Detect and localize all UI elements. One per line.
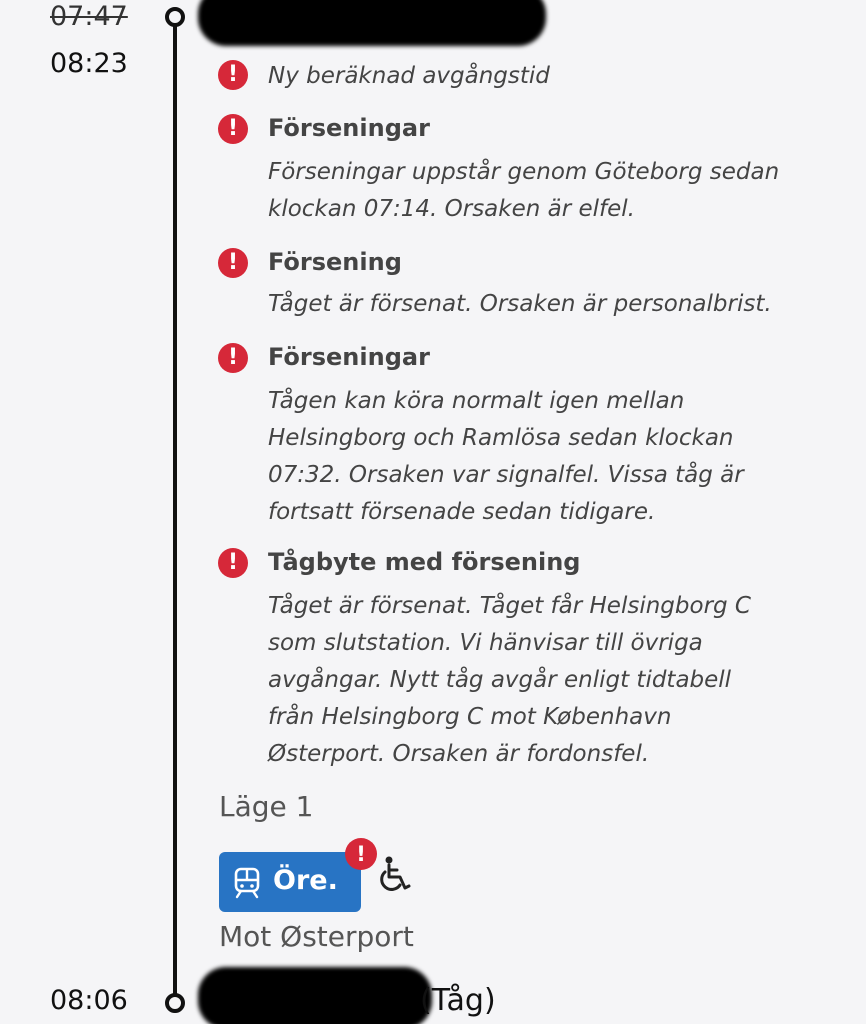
new-departure-time: 08:23	[50, 48, 128, 79]
redaction-mark	[198, 967, 432, 1024]
scheduled-departure-time: 07:47	[50, 1, 128, 32]
alert-icon: !	[218, 548, 248, 578]
direction-label: Mot Østerport	[219, 920, 414, 953]
alert-title: Tågbyte med försening	[268, 548, 581, 576]
alert-icon: !	[218, 114, 248, 144]
departure-stop-dot	[165, 7, 185, 27]
alert-body: Tåget är försenat. Orsaken är personalbrist.	[268, 291, 772, 317]
alert-icon: !	[218, 343, 248, 373]
alert-body: Tåget är försenat. Tåget får Helsingborg C som slutstation. Vi hänvisar till övriga avgångar. Nytt tåg avgår enligt tidtabell från Helsingborg C mot København Østerport. Orsaken är fordonsfel.	[268, 593, 751, 767]
train-badge[interactable]	[219, 852, 361, 912]
train-label: Öre.	[273, 865, 338, 896]
arrival-time: 08:06	[50, 985, 128, 1016]
alert-body: Tågen kan köra normalt igen mellan Helsingborg och Ramlösa sedan klockan 07:32. Orsaken var signalfel. Vissa tåg är fortsatt försenade sedan tidigare.	[268, 388, 744, 525]
arrival-suffix: (Tåg)	[420, 983, 496, 1018]
redaction-mark	[198, 0, 546, 46]
alert-title: Försening	[268, 248, 402, 276]
arrival-stop-dot	[165, 993, 185, 1013]
alert-body: Ny beräknad avgångstid	[268, 63, 550, 89]
alert-title: Förseningar	[268, 114, 430, 142]
alert-title: Förseningar	[268, 343, 430, 371]
track-label: Läge 1	[219, 790, 314, 823]
alert-icon: !	[218, 248, 248, 278]
alert-icon: !	[218, 60, 248, 90]
train-icon	[233, 867, 261, 899]
alert-body: Förseningar uppstår genom Göteborg sedan klockan 07:14. Orsaken är elfel.	[268, 159, 780, 222]
timeline-line	[173, 18, 177, 1004]
alert-icon: !	[345, 838, 377, 870]
wheelchair-icon	[378, 856, 414, 894]
